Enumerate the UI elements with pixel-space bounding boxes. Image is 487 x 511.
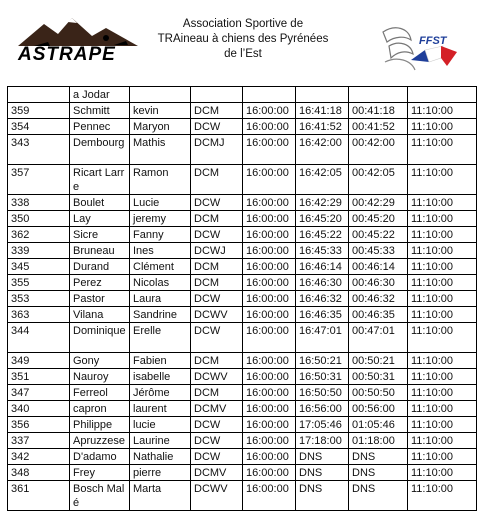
- cell-start-time: 16:00:00: [243, 307, 296, 323]
- cell-first-name: Fabien: [130, 353, 191, 369]
- table-row: [8, 259, 477, 275]
- cell-start-time: 16:00:00: [243, 211, 296, 227]
- cell-finish-time: 16:50:21: [296, 353, 349, 369]
- cell-category: DCW: [191, 417, 243, 433]
- cell-last-name: Ferreol: [70, 385, 130, 401]
- cell-last-name: Bruneau: [70, 243, 130, 259]
- table-row: [8, 135, 477, 165]
- cell-bib: 361: [8, 481, 70, 511]
- cell-duration: 00:50:50: [349, 385, 408, 401]
- cell-last-name: Pennec: [70, 119, 130, 135]
- cell-category: DCM: [191, 353, 243, 369]
- cell-first-name: Laura: [130, 291, 191, 307]
- cell-duration: DNS: [349, 449, 408, 465]
- cell-start-time: 16:00:00: [243, 323, 296, 353]
- cell-time-cell: 11:10:00: [408, 119, 477, 135]
- cell-finish-time: 16:45:22: [296, 227, 349, 243]
- cell-start-time: 16:00:00: [243, 165, 296, 195]
- cell-bib: 340: [8, 401, 70, 417]
- cell-bib: [8, 87, 70, 103]
- cell-last-name: Dembourg: [70, 135, 130, 165]
- cell-last-name: Dominique: [70, 323, 130, 353]
- cell-first-name: isabelle: [130, 369, 191, 385]
- cell-duration: 00:50:21: [349, 353, 408, 369]
- cell-last-name: Schmitt: [70, 103, 130, 119]
- cell-start-time: 16:00:00: [243, 417, 296, 433]
- cell-first-name: Lucie: [130, 195, 191, 211]
- cell-finish-time: 17:18:00: [296, 433, 349, 449]
- table-row: [8, 119, 477, 135]
- association-line-1: Association Sportive de: [182, 18, 304, 30]
- table-row: [8, 449, 477, 465]
- cell-last-name: Perez: [70, 275, 130, 291]
- cell-first-name: Ines: [130, 243, 191, 259]
- cell-start-time: 16:00:00: [243, 119, 296, 135]
- cell-category: DCWV: [191, 369, 243, 385]
- cell-finish-time: 16:41:18: [296, 103, 349, 119]
- cell-bib: 353: [8, 291, 70, 307]
- cell-finish-time: DNS: [296, 481, 349, 511]
- cell-start-time: 16:00:00: [243, 433, 296, 449]
- cell-first-name: Marta: [130, 481, 191, 511]
- astrape-logo-text: ASTRAPE: [18, 44, 116, 65]
- cell-category: DCWV: [191, 307, 243, 323]
- cell-bib: 363: [8, 307, 70, 323]
- cell-time-cell: 11:10:00: [408, 211, 477, 227]
- table-row: [8, 243, 477, 259]
- cell-start-time: 16:00:00: [243, 481, 296, 511]
- table-row: [8, 401, 477, 417]
- table-row: [8, 275, 477, 291]
- cell-time-cell: 11:10:00: [408, 135, 477, 165]
- cell-finish-time: 16:45:20: [296, 211, 349, 227]
- cell-bib: 342: [8, 449, 70, 465]
- cell-first-name: Jérôme: [130, 385, 191, 401]
- cell-time-cell: 11:10:00: [408, 195, 477, 211]
- cell-finish-time: 16:46:14: [296, 259, 349, 275]
- cell-start-time: 16:00:00: [243, 385, 296, 401]
- cell-duration: 00:45:33: [349, 243, 408, 259]
- association-name: [150, 17, 336, 62]
- cell-finish-time: DNS: [296, 465, 349, 481]
- cell-start-time: 16:00:00: [243, 195, 296, 211]
- table-row: [8, 433, 477, 449]
- cell-duration: 00:46:14: [349, 259, 408, 275]
- table-row: [8, 165, 477, 195]
- cell-finish-time: 16:41:52: [296, 119, 349, 135]
- table-row: [8, 103, 477, 119]
- cell-time-cell: 11:10:00: [408, 449, 477, 465]
- cell-start-time: 16:00:00: [243, 465, 296, 481]
- cell-category: DCM: [191, 211, 243, 227]
- cell-duration: [349, 87, 408, 103]
- cell-first-name: Laurine: [130, 433, 191, 449]
- cell-duration: DNS: [349, 481, 408, 511]
- ffst-logo-text: FFST: [419, 35, 447, 47]
- cell-duration: 00:45:22: [349, 227, 408, 243]
- cell-bib: 344: [8, 323, 70, 353]
- cell-category: DCWV: [191, 481, 243, 511]
- cell-first-name: Maryon: [130, 119, 191, 135]
- cell-first-name: lucie: [130, 417, 191, 433]
- cell-category: DCWJ: [191, 243, 243, 259]
- cell-finish-time: 16:42:00: [296, 135, 349, 165]
- cell-time-cell: 11:10:00: [408, 275, 477, 291]
- cell-category: DCMV: [191, 465, 243, 481]
- cell-last-name: Apruzzese: [70, 433, 130, 449]
- cell-duration: 01:18:00: [349, 433, 408, 449]
- cell-last-name: a Jodar: [70, 87, 130, 103]
- cell-first-name: pierre: [130, 465, 191, 481]
- cell-first-name: Ramon: [130, 165, 191, 195]
- cell-time-cell: 11:10:00: [408, 323, 477, 353]
- cell-finish-time: [296, 87, 349, 103]
- cell-bib: 349: [8, 353, 70, 369]
- results-table: [7, 86, 477, 511]
- cell-category: DCM: [191, 165, 243, 195]
- cell-bib: 337: [8, 433, 70, 449]
- table-row: [8, 323, 477, 353]
- cell-duration: 00:41:52: [349, 119, 408, 135]
- cell-time-cell: 11:10:00: [408, 227, 477, 243]
- cell-last-name: Boulet: [70, 195, 130, 211]
- cell-last-name: Pastor: [70, 291, 130, 307]
- cell-last-name: Bosch Malé: [70, 481, 130, 511]
- cell-bib: 339: [8, 243, 70, 259]
- table-row: [8, 385, 477, 401]
- association-line-3: de l’Est: [224, 48, 262, 60]
- table-row: [8, 353, 477, 369]
- cell-first-name: [130, 87, 191, 103]
- cell-first-name: Fanny: [130, 227, 191, 243]
- cell-category: DCMV: [191, 401, 243, 417]
- cell-bib: 350: [8, 211, 70, 227]
- cell-bib: 354: [8, 119, 70, 135]
- cell-time-cell: 11:10:00: [408, 243, 477, 259]
- table-row: [8, 369, 477, 385]
- cell-finish-time: 16:47:01: [296, 323, 349, 353]
- cell-category: DCM: [191, 103, 243, 119]
- cell-category: DCMJ: [191, 135, 243, 165]
- cell-first-name: Clément: [130, 259, 191, 275]
- cell-start-time: 16:00:00: [243, 291, 296, 307]
- cell-bib: 357: [8, 165, 70, 195]
- cell-last-name: Vilana: [70, 307, 130, 323]
- cell-duration: 00:46:32: [349, 291, 408, 307]
- cell-start-time: 16:00:00: [243, 259, 296, 275]
- cell-time-cell: 11:10:00: [408, 401, 477, 417]
- table-row: [8, 465, 477, 481]
- cell-time-cell: 11:10:00: [408, 291, 477, 307]
- cell-category: DCW: [191, 449, 243, 465]
- cell-first-name: Erelle: [130, 323, 191, 353]
- cell-time-cell: 11:10:00: [408, 433, 477, 449]
- cell-time-cell: 11:10:00: [408, 259, 477, 275]
- cell-category: DCM: [191, 385, 243, 401]
- cell-bib: 355: [8, 275, 70, 291]
- cell-bib: 338: [8, 195, 70, 211]
- cell-finish-time: 16:42:29: [296, 195, 349, 211]
- cell-bib: 347: [8, 385, 70, 401]
- cell-duration: 00:47:01: [349, 323, 408, 353]
- cell-category: DCM: [191, 275, 243, 291]
- cell-duration: 00:42:05: [349, 165, 408, 195]
- cell-duration: 01:05:46: [349, 417, 408, 433]
- table-row: [8, 307, 477, 323]
- cell-start-time: 16:00:00: [243, 369, 296, 385]
- results-table-body: [8, 87, 477, 511]
- cell-category: DCM: [191, 259, 243, 275]
- cell-bib: 348: [8, 465, 70, 481]
- cell-time-cell: 11:10:00: [408, 353, 477, 369]
- cell-time-cell: 11:10:00: [408, 417, 477, 433]
- cell-duration: DNS: [349, 465, 408, 481]
- cell-category: DCW: [191, 195, 243, 211]
- cell-start-time: 16:00:00: [243, 103, 296, 119]
- cell-time-cell: 11:10:00: [408, 481, 477, 511]
- cell-category: DCW: [191, 291, 243, 307]
- cell-bib: 356: [8, 417, 70, 433]
- cell-last-name: Ricart Larre: [70, 165, 130, 195]
- cell-last-name: Philippe: [70, 417, 130, 433]
- cell-finish-time: 16:46:32: [296, 291, 349, 307]
- association-line-2: TRAineau à chiens des Pyrénées: [157, 33, 329, 45]
- cell-bib: 362: [8, 227, 70, 243]
- cell-duration: 00:56:00: [349, 401, 408, 417]
- cell-finish-time: DNS: [296, 449, 349, 465]
- table-row: [8, 227, 477, 243]
- cell-first-name: Nicolas: [130, 275, 191, 291]
- table-row: [8, 417, 477, 433]
- cell-duration: 00:41:18: [349, 103, 408, 119]
- cell-start-time: 16:00:00: [243, 243, 296, 259]
- cell-duration: 00:42:29: [349, 195, 408, 211]
- table-row: [8, 195, 477, 211]
- cell-category: DCW: [191, 227, 243, 243]
- cell-duration: 00:46:35: [349, 307, 408, 323]
- cell-last-name: D'adamo: [70, 449, 130, 465]
- cell-start-time: [243, 87, 296, 103]
- table-row: [8, 291, 477, 307]
- cell-category: [191, 87, 243, 103]
- cell-time-cell: 11:10:00: [408, 465, 477, 481]
- cell-last-name: capron: [70, 401, 130, 417]
- cell-first-name: laurent: [130, 401, 191, 417]
- cell-first-name: Nathalie: [130, 449, 191, 465]
- cell-time-cell: 11:10:00: [408, 369, 477, 385]
- cell-duration: 00:42:00: [349, 135, 408, 165]
- cell-last-name: Nauroy: [70, 369, 130, 385]
- cell-duration: 00:45:20: [349, 211, 408, 227]
- cell-last-name: Lay: [70, 211, 130, 227]
- table-row: [8, 481, 477, 511]
- cell-first-name: Mathis: [130, 135, 191, 165]
- cell-start-time: 16:00:00: [243, 449, 296, 465]
- cell-start-time: 16:00:00: [243, 401, 296, 417]
- cell-time-cell: 11:10:00: [408, 307, 477, 323]
- cell-first-name: jeremy: [130, 211, 191, 227]
- cell-finish-time: 16:46:30: [296, 275, 349, 291]
- cell-bib: 351: [8, 369, 70, 385]
- cell-finish-time: 16:50:50: [296, 385, 349, 401]
- table-row: [8, 87, 477, 103]
- table-row: [8, 211, 477, 227]
- cell-last-name: Sicre: [70, 227, 130, 243]
- cell-bib: 359: [8, 103, 70, 119]
- cell-time-cell: [408, 87, 477, 103]
- cell-start-time: 16:00:00: [243, 227, 296, 243]
- cell-duration: 00:50:31: [349, 369, 408, 385]
- cell-time-cell: 11:10:00: [408, 103, 477, 119]
- cell-category: DCW: [191, 119, 243, 135]
- cell-finish-time: 17:05:46: [296, 417, 349, 433]
- cell-finish-time: 16:56:00: [296, 401, 349, 417]
- cell-start-time: 16:00:00: [243, 353, 296, 369]
- cell-bib: 345: [8, 259, 70, 275]
- cell-time-cell: 11:10:00: [408, 165, 477, 195]
- cell-finish-time: 16:42:05: [296, 165, 349, 195]
- page-header: [0, 0, 487, 86]
- cell-finish-time: 16:46:35: [296, 307, 349, 323]
- cell-first-name: kevin: [130, 103, 191, 119]
- cell-duration: 00:46:30: [349, 275, 408, 291]
- cell-start-time: 16:00:00: [243, 135, 296, 165]
- cell-bib: 343: [8, 135, 70, 165]
- cell-category: DCW: [191, 323, 243, 353]
- cell-last-name: Gony: [70, 353, 130, 369]
- cell-time-cell: 11:10:00: [408, 385, 477, 401]
- cell-last-name: Frey: [70, 465, 130, 481]
- ffst-logo-icon: [375, 22, 465, 80]
- cell-finish-time: 16:45:33: [296, 243, 349, 259]
- cell-first-name: Sandrine: [130, 307, 191, 323]
- cell-start-time: 16:00:00: [243, 275, 296, 291]
- cell-finish-time: 16:50:31: [296, 369, 349, 385]
- cell-category: DCW: [191, 433, 243, 449]
- cell-last-name: Durand: [70, 259, 130, 275]
